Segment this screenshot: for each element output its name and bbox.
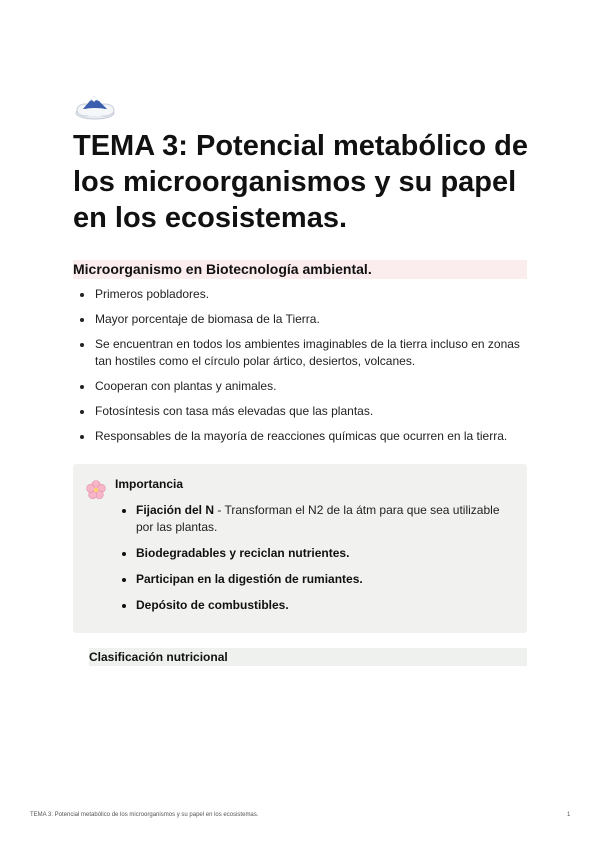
page-title: TEMA 3: Potencial metabólico de los microorganismos y su papel en los ecosistemas. xyxy=(73,130,528,234)
item-bold: Biodegradables y reciclan nutrientes. xyxy=(136,546,350,560)
footer-title: TEMA 3: Potencial metabólico de los microorganismos y su papel en los ecosistemas. xyxy=(30,812,259,818)
item-text: - Transforman el N2 de la átm para que sea utilizable por las plantas. xyxy=(136,503,500,534)
list-item xyxy=(115,545,515,562)
item-bold: Depósito de combustibles. xyxy=(136,598,289,612)
list-item: Responsables de la mayoría de reacciones químicas que ocurren en la tierra. xyxy=(73,428,533,445)
callout-list xyxy=(115,502,515,623)
cloud-mountain-icon xyxy=(74,92,116,120)
importance-callout xyxy=(73,464,527,633)
item-bold: Fijación del N xyxy=(136,503,215,517)
list-item: Se encuentran en todos los ambientes imaginables de la tierra incluso en zonas tan hostiles como el círculo polar ártico, desiertos, volcanes. xyxy=(73,336,533,370)
list-item xyxy=(115,571,515,588)
cherry-blossom-icon xyxy=(86,480,106,500)
callout-title: Importancia xyxy=(115,477,184,491)
list-item xyxy=(115,597,515,614)
list-item: Fotosíntesis con tasa más elevadas que las plantas. xyxy=(73,403,533,420)
list-item: Primeros pobladores. xyxy=(73,286,533,303)
list-item xyxy=(115,502,515,536)
bullet-list xyxy=(73,286,533,453)
sub-heading: Clasificación nutricional xyxy=(89,648,527,666)
list-item: Mayor porcentaje de biomasa de la Tierra. xyxy=(73,311,533,328)
section-heading: Microorganismo en Biotecnología ambiental. xyxy=(73,260,527,279)
list-item: Cooperan con plantas y animales. xyxy=(73,378,533,395)
page-number: 1 xyxy=(567,812,571,818)
item-bold: Participan en la digestión de rumiantes. xyxy=(136,572,363,586)
